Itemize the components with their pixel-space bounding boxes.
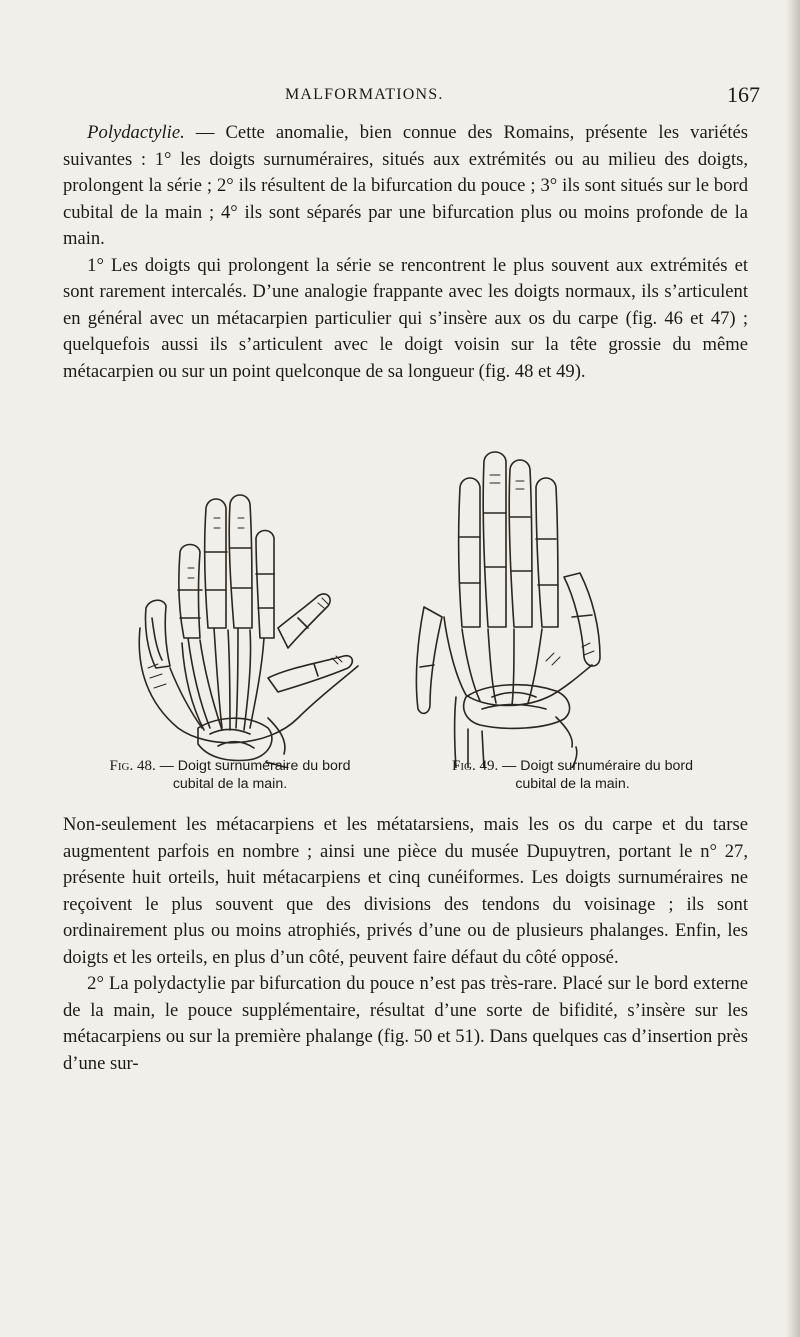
text-block-top [63, 120, 748, 385]
paragraph-metacarpiens: Non-seulement les métacarpiens et les métatarsiens, mais les os du carpe et du tarse augmentent parfois en nombre ; ainsi une pièce du musée Dupuytren, portant le n° 27, présente huit orteils, huit métacarpiens et cinq cunéiformes. Les doigts surnuméraires ne reçoivent le plus souvent que des divisions des tendons du voisinage ; ils sont ordinairement plus ou moins atrophiés, privés d’une ou de plusieurs phalanges. Enfin, les doigts et les orteils, en plus d’un côté, peuvent faire défaut du côté opposé. [63, 814, 748, 968]
figure-48-caption [80, 757, 380, 793]
paragraph-text: — Cette anomalie, bien connue des Romains, présente les variétés suivantes : 1° les doigts surnuméraires, situés aux extrémités ou au milieu des doigts, prolongent la série ; 2° ils résultent de la bifurcation du pouce ; 3° ils sont situés sur le bord cubital de la main ; 4° ils sont séparés par une bifurcation plus ou moins profonde de la main. [63, 122, 748, 249]
figure-48-label: Fig. 48. [109, 758, 156, 774]
paragraph-bifurcation-pouce: 2° La polydactylie par bifurcation du pouce n’est pas très-rare. Placé sur le bord externe de la main, le pouce supplémentaire, résultat d’une sorte de bifidité, s’insère sur les métacarpiens ou sur la première phalange (fig. 50 et 51). Dans quelques cas d’insertion près d’une sur- [63, 973, 748, 1074]
paragraph-doigts-serie: 1° Les doigts qui prolongent la série se rencontrent le plus souvent aux extrémités et sont rarement intercalés. D’une analogie frappante avec les doigts normaux, ils s’articulent en général avec un métacarpien particulier qui s’insère aux os du carpe (fig. 46 et 47) ; quelquefois aussi ils s’articulent avec le doigt voisin sur la tête grossie du même métacarpien ou sur un point quelconque de sa longueur (fig. 48 et 49). [63, 254, 748, 382]
figure-48-hand-illustration [118, 478, 380, 768]
figure-49-caption [400, 757, 745, 793]
figure-49-hand-illustration [396, 447, 646, 768]
figure-48-caption-line2: cubital de la main. [172, 776, 288, 792]
figure-48-caption-line1: — Doigt surnuméraire du bord [155, 758, 351, 774]
running-head: MALFORMATIONS. [285, 86, 444, 103]
page-number: 167 [727, 82, 760, 107]
page-edge-shadow [786, 0, 800, 1337]
section-title: Polydactylie. [87, 122, 185, 143]
figure-49-caption-line1: — Doigt surnuméraire du bord [498, 758, 693, 774]
figure-49-label: Fig. 49. [452, 758, 499, 774]
page-header [0, 82, 800, 112]
paragraph-polydactylie [63, 120, 748, 253]
figure-49-caption-line2: cubital de la main. [515, 776, 630, 792]
text-block-bottom [63, 812, 748, 1077]
